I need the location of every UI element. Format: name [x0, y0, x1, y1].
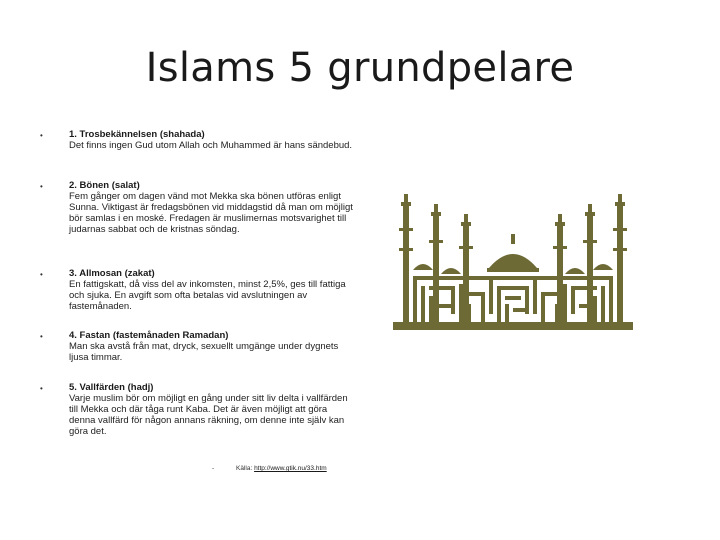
bullet: •	[40, 270, 43, 279]
pillar-text: Man ska avstå från mat, dryck, sexuellt umgänge under dygnets ljusa timmar.	[69, 341, 339, 363]
source-link[interactable]: http://www.gtik.nu/33.htm	[254, 465, 327, 472]
kufic-calligraphy-mosque-icon	[393, 188, 633, 330]
source-label: Källa:	[235, 465, 253, 472]
slide-title: Islams 5 grundpelare	[145, 45, 575, 91]
pillar-text: Varje muslim bör om möjligt en gång under sitt liv delta i vallfärden till Mekka och där tåga runt Kaba. Det är även möjligt att göra denna vallfärd för någon annans räkning, om denne inte själv kan göra det.	[69, 393, 348, 437]
pillar-body	[69, 330, 354, 363]
bullet: •	[40, 384, 43, 393]
source-dash: -	[212, 465, 215, 472]
pillar-body	[69, 129, 354, 151]
pillar-text: En fattigskatt, då viss del av inkomsten, minst 2,5%, ges till fattiga och sjuka. En avgift som ofta betalas vid avslutningen av fastemånaden.	[69, 279, 346, 312]
source-citation	[212, 465, 512, 472]
pillar-heading: 2. Bönen (salat)	[69, 180, 140, 191]
pillar-text: Det finns ingen Gud utom Allah och Muhammed är hans sändebud.	[69, 140, 353, 151]
pillar-heading: 1. Trosbekännelsen (shahada)	[69, 129, 205, 140]
pillar-body	[69, 382, 354, 437]
pillar-text: Fem gånger om dagen vänd mot Mekka ska bönen utföras enligt Sunna. Viktigast är fredagsbönen vid middagstid då man om möjligt bör samlas i en moské. Fredagen är muslimernas motsvarighet till judarnas sabbat och de kristnas söndag.	[69, 191, 353, 235]
pillar-body	[69, 180, 354, 235]
pillar-body	[69, 268, 354, 312]
bullet: •	[40, 131, 43, 140]
bullet: •	[40, 182, 43, 191]
pillar-heading: 5. Vallfärden (hadj)	[69, 382, 154, 393]
pillar-heading: 4. Fastan (fastemånaden Ramadan)	[69, 330, 229, 341]
pillar-heading: 3. Allmosan (zakat)	[69, 268, 155, 279]
bullet: •	[40, 332, 43, 341]
